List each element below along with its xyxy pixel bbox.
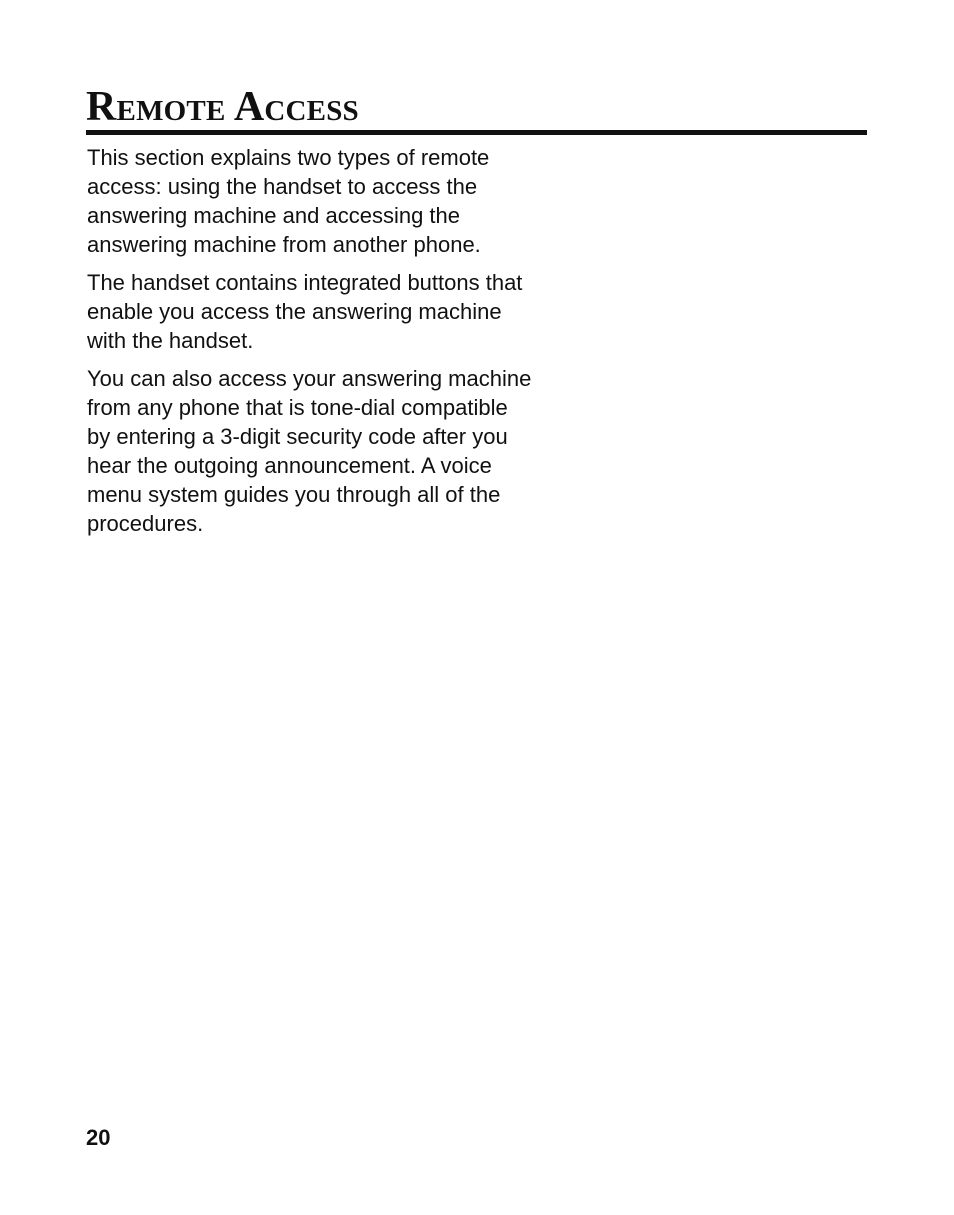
- page-title: Remote Access: [86, 84, 359, 130]
- intro-paragraph: This section explains two types of remote access: using the handset to access the answering machine and accessing the answering machine from another phone.: [87, 145, 490, 257]
- body-text-column: [87, 143, 537, 547]
- title-underline-rule: [86, 130, 867, 135]
- handset-paragraph: The handset contains integrated buttons that enable you access the answering machine with the handset.: [87, 270, 523, 353]
- section-heading: [86, 86, 867, 135]
- remote-phone-paragraph: You can also access your answering machine from any phone that is tone-dial compatible by entering a 3-digit security code after you hear the outgoing announcement. A voice menu system guides you through all of the procedures.: [87, 366, 532, 536]
- page-number: 20: [86, 1125, 111, 1150]
